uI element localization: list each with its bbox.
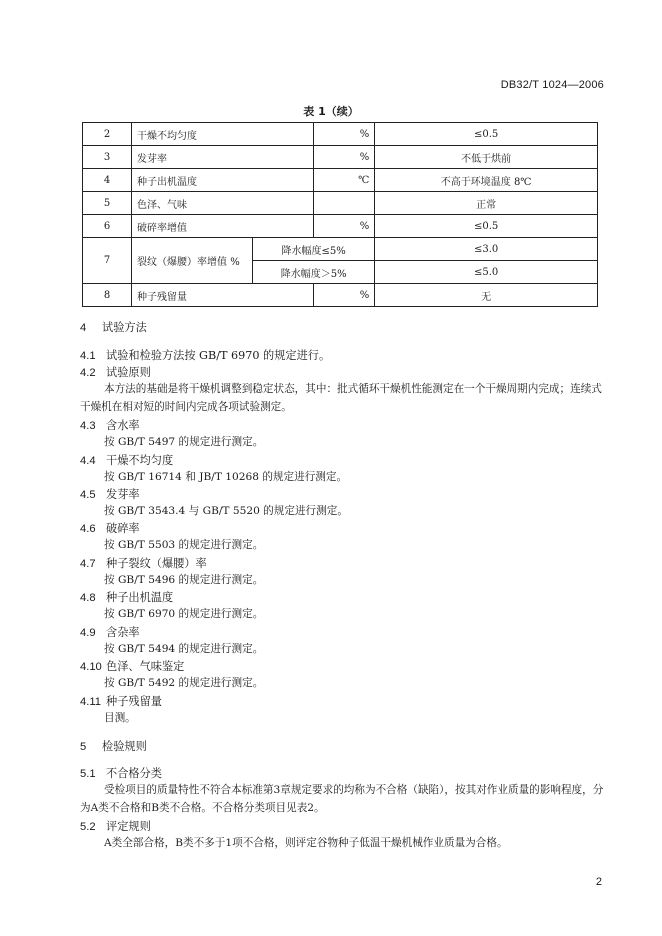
row-unit: % <box>314 284 375 307</box>
row-value: 不低于烘前 <box>375 146 598 169</box>
row-unit <box>314 192 375 215</box>
row-value: 无 <box>375 284 598 307</box>
row-no: 5 <box>83 192 132 215</box>
row-item: 裂纹（爆腰）率增值 % <box>132 238 253 284</box>
clause-4-2-body: 本方法的基础是将干燥机调整到稳定状态，其中：批式循环干燥机性能测定在一个干燥周期内完成；连续式干燥机在相对短的时间内完成各项试验测定。 <box>80 383 602 413</box>
clause-5-2-body: A类全部合格，B类不多于1项不合格，则评定谷物种子低温干燥机械作业质量为合格。 <box>104 837 508 849</box>
row-no: 3 <box>83 146 132 169</box>
table-row <box>83 169 598 192</box>
clause-4-6-heading: 4.6 破碎率 <box>80 522 140 535</box>
page-number: 2 <box>595 876 602 888</box>
row-unit: % <box>314 146 375 169</box>
section-heading-4: 4 试验方法 <box>80 321 147 334</box>
table-row <box>83 238 598 261</box>
clause-4-3-heading: 4.3 含水率 <box>80 419 140 432</box>
spec-table <box>82 122 598 307</box>
clause-4-8-heading: 4.8 种子出机温度 <box>80 591 174 604</box>
clause-4-11-body: 目测。 <box>104 712 136 724</box>
row-unit: % <box>314 215 375 238</box>
row-sub-condition: 降水幅度＞5% <box>253 261 375 284</box>
row-value: ≤3.0 <box>375 238 598 261</box>
clause-5-1-body: 受检项目的质量特性不符合本标准第3章规定要求的均称为不合格（缺陷），按其对作业质量的影响程度，分为A类不合格和B类不合格。不合格分类项目见表2。 <box>80 784 604 814</box>
clause-5-1-heading: 5.1 不合格分类 <box>80 767 162 780</box>
clause-4-4-body: 按 GB/T 16714 和 JB/T 10268 的规定进行测定。 <box>104 471 348 483</box>
row-item: 种子残留量 <box>132 284 314 307</box>
clause-4-6-body: 按 GB/T 5503 的规定进行测定。 <box>104 539 264 551</box>
row-sub-condition: 降水幅度≤5% <box>253 238 375 261</box>
row-no: 8 <box>83 284 132 307</box>
row-value: ≤0.5 <box>375 215 598 238</box>
clause-4-8-body: 按 GB/T 6970 的规定进行测定。 <box>104 608 264 620</box>
row-item: 色泽、气味 <box>132 192 314 215</box>
row-no: 6 <box>83 215 132 238</box>
row-value: 不高于环境温度 8℃ <box>375 169 598 192</box>
table-row <box>83 146 598 169</box>
row-item: 干燥不均匀度 <box>132 123 314 146</box>
row-value: ≤0.5 <box>375 123 598 146</box>
clause-4-10-body: 按 GB/T 5492 的规定进行测定。 <box>104 677 264 689</box>
clause-4-9-body: 按 GB/T 5494 的规定进行测定。 <box>104 643 264 655</box>
row-no: 7 <box>83 238 132 284</box>
row-value: ≤5.0 <box>375 261 598 284</box>
clause-4-7-heading: 4.7 种子裂纹（爆腰）率 <box>80 557 207 570</box>
row-no: 4 <box>83 169 132 192</box>
clause-4-3-body: 按 GB/T 5497 的规定进行测定。 <box>104 436 264 448</box>
clause-4-1: 4.1 试验和检验方法按 GB/T 6970 的规定进行。 <box>80 349 331 362</box>
row-unit: ℃ <box>314 169 375 192</box>
row-item: 破碎率增值 <box>132 215 314 238</box>
table-row <box>83 215 598 238</box>
clause-4-2-heading: 4.2 试验原则 <box>80 366 151 379</box>
clause-4-4-heading: 4.4 干燥不均匀度 <box>80 454 174 467</box>
row-value: 正常 <box>375 192 598 215</box>
section-heading-5: 5 检验规则 <box>80 740 147 753</box>
table-row <box>83 192 598 215</box>
table-caption: 表 1（续） <box>303 105 359 118</box>
clause-4-5-heading: 4.5 发芽率 <box>80 488 140 501</box>
clause-4-5-body: 按 GB/T 3543.4 与 GB/T 5520 的规定进行测定。 <box>104 505 348 517</box>
standard-code: DB32/T 1024—2006 <box>500 79 604 91</box>
clause-4-11-heading: 4.11 种子残留量 <box>80 695 162 708</box>
clause-5-2-heading: 5.2 评定规则 <box>80 820 151 833</box>
clause-4-7-body: 按 GB/T 5496 的规定进行测定。 <box>104 574 264 586</box>
table-row <box>83 123 598 146</box>
clause-4-10-heading: 4.10 色泽、气味鉴定 <box>80 660 185 673</box>
row-unit: % <box>314 123 375 146</box>
table-row <box>83 284 598 307</box>
row-item: 发芽率 <box>132 146 314 169</box>
row-no: 2 <box>83 123 132 146</box>
row-item: 种子出机温度 <box>132 169 314 192</box>
clause-4-9-heading: 4.9 含杂率 <box>80 626 140 639</box>
